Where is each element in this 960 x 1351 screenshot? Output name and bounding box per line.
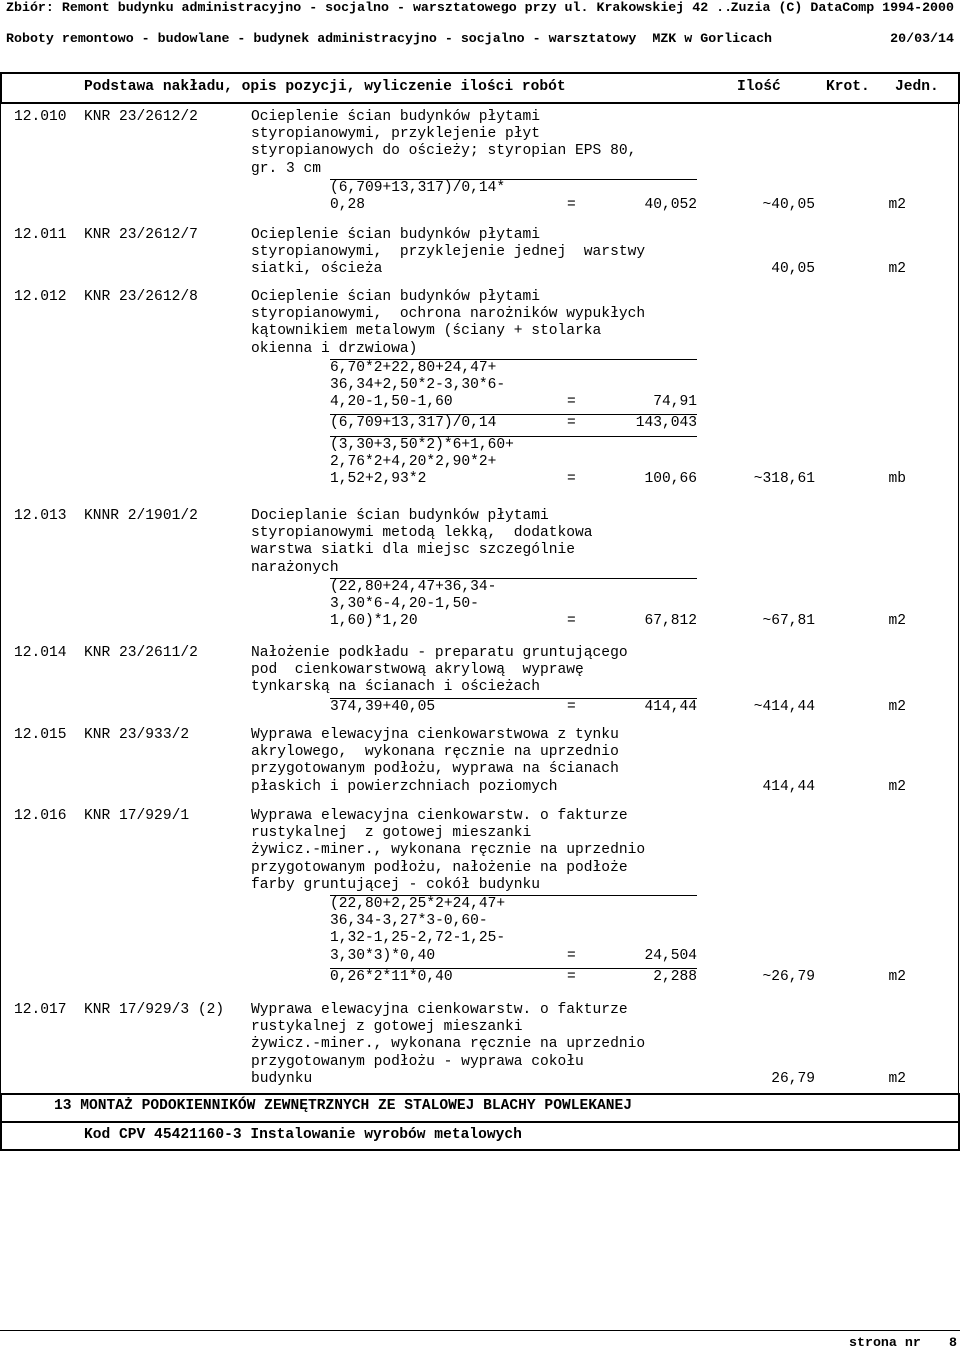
calc-value: 100,66 — [644, 471, 697, 487]
item-number: 12.016 — [14, 808, 67, 824]
section-cpv-code: Kod CPV 45421160-3 Instalowanie wyrobów metalowych — [84, 1127, 522, 1143]
item-description-line: płaskich i powierzchniach poziomych — [251, 778, 558, 795]
item-quantity: ~414,44 — [753, 698, 815, 715]
column-header-unit: Jedn. — [895, 79, 939, 95]
item-description-line: Docieplanie ścian budynków płytami — [251, 508, 549, 524]
calc-expression: 0,28 — [330, 197, 366, 213]
item-quantity: 40,05 — [771, 261, 815, 278]
calc-expression: 0,26*2*11*0,40 — [330, 968, 453, 985]
item-description-line: pod cienkowarstwową akrylową wyprawę — [251, 662, 584, 679]
item-description-line: styropianowymi metodą lekką, dodatkowa — [251, 525, 593, 542]
calc-equals: = — [567, 197, 576, 213]
item-basis: KNNR 2/1901/2 — [84, 508, 198, 524]
item-description-line: Ocieplenie ścian budynków płytami — [251, 227, 541, 243]
calc-expression: (6,709+13,317)/0,14* — [330, 179, 506, 196]
calc-expression: 1,52+2,93*2 — [330, 471, 427, 487]
left-border — [0, 104, 1, 1094]
calc-equals: = — [567, 698, 576, 715]
footer-page-label: strona nr — [849, 1335, 921, 1350]
calc-expression: 4,20-1,50-1,60 — [330, 394, 453, 411]
calc-expression: 36,34-3,27*3-0,60- — [330, 913, 488, 930]
item-quantity: 414,44 — [762, 778, 815, 795]
item-unit: m2 — [888, 261, 906, 278]
calc-expression: 36,34+2,50*2-3,30*6- — [330, 377, 506, 393]
item-description-line: Wyprawa elewacyjna cienkowarstwowa z tynku — [251, 727, 619, 743]
item-number: 12.011 — [14, 227, 67, 243]
item-description-line: narażonych — [251, 559, 339, 576]
software-credit: Zuzia (C) DataComp 1994-2000 — [730, 0, 954, 15]
item-number: 12.017 — [14, 1002, 67, 1018]
calc-expression: (6,709+13,317)/0,14 — [330, 415, 497, 432]
item-unit: mb — [888, 471, 906, 487]
calc-value: 143,043 — [635, 415, 697, 432]
item-number: 12.015 — [14, 727, 67, 743]
column-header-description: Podstawa nakładu, opis pozycji, wyliczenie ilości robót — [84, 79, 566, 95]
footer-rule — [0, 1330, 960, 1331]
item-description-line: przygotowanym podłożu - wyprawa cokołu — [251, 1053, 584, 1070]
item-description-line: kątownikiem metalowym (ściany + stolarka — [251, 323, 602, 340]
item-description-line: Ocieplenie ścian budynków płytami — [251, 109, 541, 125]
calc-expression: 3,30*6-4,20-1,50- — [330, 596, 479, 612]
item-description-line: przygotowanym podłożu, wyprawa na ścianach — [251, 761, 619, 778]
calc-equals: = — [567, 394, 576, 411]
calc-value: 24,504 — [644, 947, 697, 964]
right-border — [958, 104, 959, 1094]
item-description-line: budynku — [251, 1070, 313, 1087]
calc-equals: = — [567, 947, 576, 964]
item-description-line: gr. 3 cm — [251, 160, 322, 177]
calc-expression: (22,80+2,25*2+24,47+ — [330, 896, 506, 912]
item-description-line: styropianowych do ościeży; styropian EPS 80, — [251, 143, 637, 160]
item-description-line: styropianowymi, ochrona narożników wypukłych — [251, 306, 646, 323]
item-quantity: ~318,61 — [753, 471, 815, 487]
item-description-line: okienna i drzwiowa) — [251, 340, 418, 357]
calc-equals: = — [567, 415, 576, 432]
document-date: 20/03/14 — [890, 31, 954, 46]
calc-expression: (3,30+3,50*2)*6+1,60+ — [330, 436, 514, 453]
item-unit: m2 — [888, 197, 906, 213]
calc-value: 40,052 — [644, 197, 697, 213]
item-quantity: ~67,81 — [762, 613, 815, 630]
item-quantity: ~26,79 — [762, 968, 815, 985]
item-description-line: farby gruntującej - cokół budynku — [251, 876, 541, 893]
project-title: Roboty remontowo - budowlane - budynek administracyjno - socjalno - warsztatowy MZK w Gorlicach — [6, 31, 773, 46]
item-description-line: przygotowanym podłożu, nałożenie na podłoże — [251, 859, 628, 876]
item-quantity: ~40,05 — [762, 197, 815, 213]
item-description-line: Nałożenie podkładu - preparatu gruntującego — [251, 645, 628, 661]
item-basis: KNR 23/2611/2 — [84, 645, 198, 661]
item-basis: KNR 23/2612/8 — [84, 289, 198, 305]
calc-expression: 6,70*2+22,80+24,47+ — [330, 359, 497, 376]
calc-expression: 1,32-1,25-2,72-1,25- — [330, 930, 506, 947]
item-description-line: żywicz.-miner., wykonana ręcznie na uprzednio — [251, 1036, 646, 1053]
column-header-quantity: Ilość — [737, 79, 781, 95]
item-description-line: tynkarską na ścianach i ościeżach — [251, 679, 541, 696]
item-description-line: styropianowymi, przyklejenie jednej warstwy — [251, 244, 646, 261]
item-description-line: żywicz.-miner., wykonana ręcznie na uprzednio — [251, 842, 646, 859]
item-description-line: siatki, ościeża — [251, 261, 383, 278]
calc-equals: = — [567, 613, 576, 630]
item-description-line: akrylowego, wykonana ręcznie na uprzednio — [251, 744, 619, 761]
column-header-times: Krot. — [826, 79, 870, 95]
item-description-line: rustykalnej z gotowej mieszanki — [251, 825, 532, 842]
item-quantity: 26,79 — [771, 1070, 815, 1087]
calc-equals: = — [567, 968, 576, 985]
item-unit: m2 — [888, 613, 906, 630]
item-unit: m2 — [888, 968, 906, 985]
item-basis: KNR 23/2612/2 — [84, 109, 198, 125]
calc-value: 74,91 — [653, 394, 697, 411]
calc-value: 414,44 — [644, 698, 697, 715]
item-description-line: rustykalnej z gotowej mieszanki — [251, 1019, 523, 1036]
calc-value: 2,288 — [653, 968, 697, 985]
document-title: Zbiór: Remont budynku administracyjno - socjalno - warsztatowego przy ul. Krakowskiej 42 ... — [6, 0, 741, 15]
calc-expression: 374,39+40,05 — [330, 698, 436, 715]
item-unit: m2 — [888, 778, 906, 795]
item-description-line: Ocieplenie ścian budynków płytami — [251, 289, 541, 305]
calc-expression: 1,60)*1,20 — [330, 613, 418, 630]
footer-page-number: 8 — [949, 1335, 957, 1350]
calc-value: 67,812 — [644, 613, 697, 630]
item-number: 12.013 — [14, 508, 67, 524]
calc-expression: 2,76*2+4,20*2,90*2+ — [330, 453, 497, 470]
item-description-line: warstwa siatki dla miejsc szczególnie — [251, 542, 576, 559]
calc-expression: (22,80+24,47+36,34- — [330, 578, 497, 595]
item-number: 12.012 — [14, 289, 67, 305]
item-basis: KNR 23/2612/7 — [84, 227, 198, 243]
item-description-line: styropianowymi, przyklejenie płyt — [251, 126, 541, 143]
calc-expression: 3,30*3)*0,40 — [330, 947, 436, 964]
item-description-line: Wyprawa elewacyjna cienkowarstw. o fakturze — [251, 1002, 628, 1018]
item-unit: m2 — [888, 698, 906, 715]
calc-equals: = — [567, 471, 576, 487]
section-title: 13 MONTAŻ PODOKIENNIKÓW ZEWNĘTRZNYCH ZE STALOWEJ BLACHY POWLEKANEJ — [54, 1098, 633, 1114]
item-number: 12.014 — [14, 645, 67, 661]
item-basis: KNR 17/929/3 (2) — [84, 1002, 225, 1018]
item-basis: KNR 23/933/2 — [84, 727, 190, 743]
item-unit: m2 — [888, 1070, 906, 1087]
item-number: 12.010 — [14, 109, 67, 125]
item-description-line: Wyprawa elewacyjna cienkowarstw. o fakturze — [251, 808, 628, 824]
item-basis: KNR 17/929/1 — [84, 808, 190, 824]
